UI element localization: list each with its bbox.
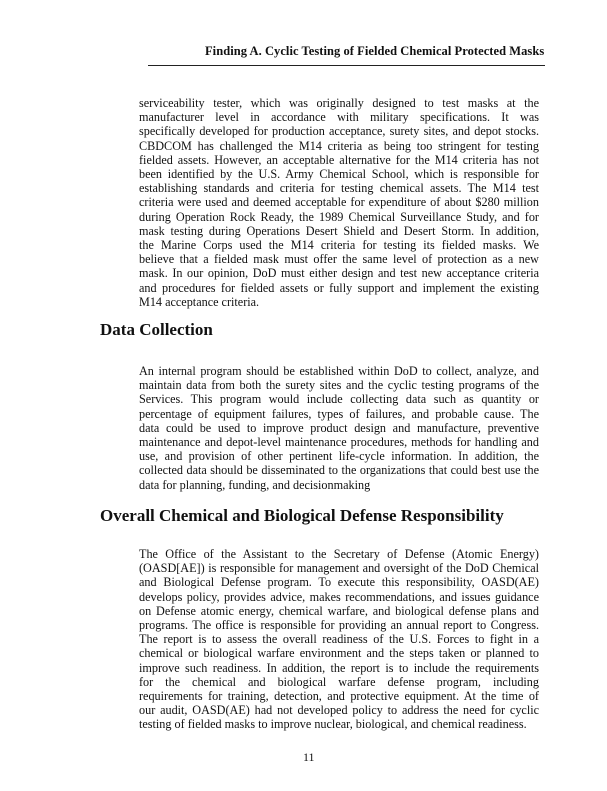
text-line: collected data should be disseminated to the organizations that could best use the [139, 463, 539, 478]
text-line: mask testing during Operations Desert Shield and Desert Storm. In addition, [139, 223, 539, 238]
text-line: believe that a fielded mask must offer the same level of protection as a new [139, 252, 539, 267]
text-line: improve such readiness. In addition, the report is to include the requirements [139, 660, 539, 675]
section-heading-data-collection: Data Collection [100, 320, 213, 339]
text-line: Services. This program would include collecting data such as quantity or [139, 392, 539, 407]
overall-responsibility-paragraph [139, 547, 539, 732]
text-line: and procedures for fielded assets or fully support and implement the existing [139, 280, 539, 295]
text-line: the Marine Corps used the M14 criteria for testing its fielded masks. We [139, 238, 539, 253]
text-line: our audit, OASD(AE) had not developed policy to address the need for cyclic [139, 703, 539, 718]
intro-paragraph [139, 96, 539, 309]
text-line: programs. The office is responsible for providing an annual report to Congress. [139, 618, 539, 633]
data-collection-paragraph [139, 364, 539, 492]
text-line: for the chemical and biological warfare defense program, including [139, 674, 539, 689]
text-line: serviceability tester, which was originally designed to test masks at the [139, 96, 539, 110]
text-line: data could be used to improve product design and manufacture, preventive [139, 420, 539, 435]
text-line: mask. In our opinion, DoD must either design and test new acceptance criteria [139, 266, 539, 281]
text-line: The report is to assess the overall readiness of the U.S. Forces to fight in a [139, 632, 539, 647]
text-line: maintenance and depot-level maintenance procedures, methods for handling and [139, 435, 539, 450]
text-line: The Office of the Assistant to the Secretary of Defense (Atomic Energy) [139, 547, 539, 561]
text-line: during Operation Rock Ready, the 1989 Chemical Surveillance Study, and for [139, 209, 539, 224]
running-header: Finding A. Cyclic Testing of Fielded Chemical Protected Masks [205, 44, 545, 58]
text-line: M14 acceptance criteria. [139, 294, 260, 309]
text-line: An internal program should be established within DoD to collect, analyze, and [139, 364, 539, 378]
text-line: criteria were used and deemed acceptable for expenditure of about $280 million [139, 195, 539, 210]
text-line: testing of fielded masks to improve nuclear, biological, and chemical readiness. [139, 717, 527, 732]
text-line: data for planning, funding, and decisionmaking [139, 477, 371, 492]
section-heading-overall-responsibility: Overall Chemical and Biological Defense Responsibility [100, 506, 504, 525]
text-line: fielded assets. However, an acceptable alternative for the M14 criteria has not [139, 152, 539, 167]
text-line: chemical or biological warfare environment and the steps taken or planned to [139, 646, 539, 661]
text-line: percentage of equipment failures, types of failures, and probable cause. The [139, 406, 539, 421]
text-line: been identified by the U.S. Army Chemical School, which is responsible for [139, 167, 539, 182]
text-line: and Biological Defense program. To execute this responsibility, OASD(AE) [139, 575, 539, 590]
text-line: on Defense atomic energy, chemical warfare, and biological defense plans and [139, 603, 539, 618]
text-line: requirements for training, detection, and protective equipment. At the time of [139, 689, 539, 704]
text-line: CBDCOM has challenged the M14 criteria as being too stringent for testing [139, 138, 539, 153]
text-line: use, and provision of other pertinent life-cycle information. In addition, the [139, 449, 539, 464]
page-number: 11 [303, 750, 315, 764]
text-line: establishing standards and criteria for testing chemical assets. The M14 test [139, 181, 539, 196]
text-line: manufacturer level in accordance with military specifications. It was [139, 110, 539, 125]
text-line: maintain data from both the surety sites and the cyclic testing programs of the [139, 378, 539, 393]
text-line: (OASD[AE]) is responsible for management and oversight of the DoD Chemical [139, 561, 539, 576]
header-rule [148, 65, 545, 66]
text-line: develops policy, provides advice, makes recommendations, and issues guidance [139, 589, 539, 604]
text-line: specifically developed for production acceptance, surety sites, and depot stocks. [139, 124, 539, 139]
